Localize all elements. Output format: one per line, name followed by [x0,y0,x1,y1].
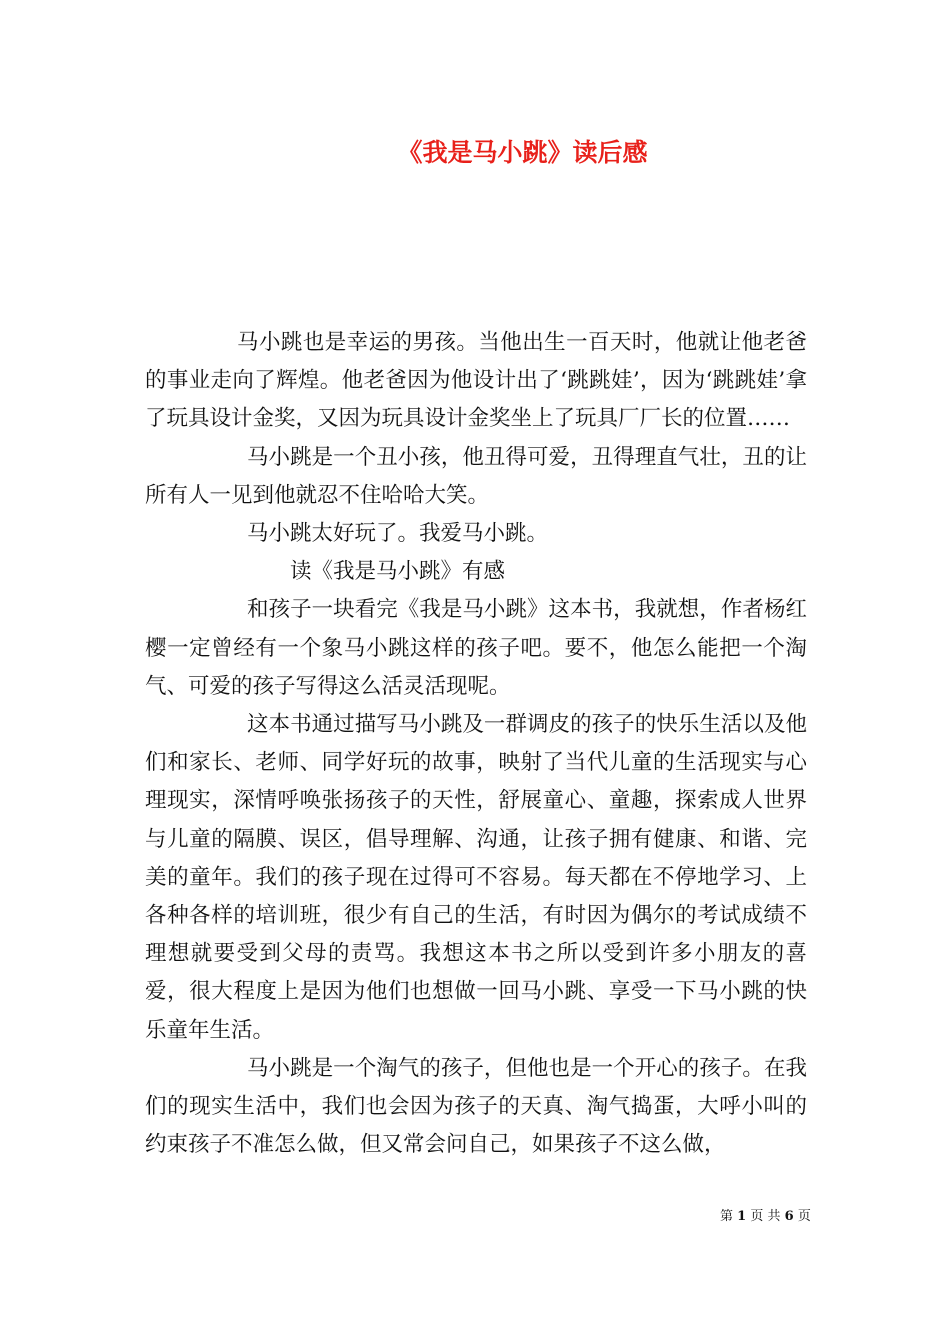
footer-total-pages: 6 [784,1209,794,1224]
paragraph: 和孩子一块看完《我是马小跳》这本书，我就想，作者杨红樱一定曾经有一个象马小跳这样的孩子吧。要不，他怎么能把一个淘气、可爱的孩子写得这么活灵活现呢。 [145,597,807,699]
document-title: 《我是马小跳》读后感 [397,138,648,167]
paragraph: 马小跳是一个丑小孩，他丑得可爱，丑得理直气壮，丑的让所有人一见到他就忍不住哈哈大笑。 [145,444,807,508]
document-body [145,324,807,1164]
section-heading: 读《我是马小跳》有感 [290,559,506,585]
footer-prefix: 第 [720,1209,734,1224]
footer-page-number: 1 [737,1209,747,1224]
footer-suffix: 页 [797,1209,811,1224]
paragraph: 马小跳是一个淘气的孩子，但他也是一个开心的孩子。在我们的现实生活中，我们也会因为孩子的天真、淘气捣蛋，大呼小叫的约束孩子不准怎么做，但又常会问自己，如果孩子不这么做， [145,1055,807,1158]
paragraph: 马小跳太好玩了。我爱马小跳。 [247,521,549,547]
page-footer [720,1205,811,1224]
paragraph: 这本书通过描写马小跳及一群调皮的孩子的快乐生活以及他们和家长、老师、同学好玩的故事，映射了当代儿童的生活现实与心理现实，深情呼唤张扬孩子的天性，舒展童心、童趣，探索成人世界与儿童的隔膜、误区，倡导理解、沟通，让孩子拥有健康、和谐、完美的童年。我们的孩子现在过得可不容易。每天都在不停地学习、上各种各样的培训班，很少有自己的生活，有时因为偶尔的考试成绩不理想就要受到父母的责骂。我想这本书之所以受到许多小朋友的喜爱，很大程度上是因为他们也想做一回马小跳、享受一下马小跳的快乐童年生活。 [145,712,807,1043]
footer-middle: 页 共 [750,1209,781,1224]
paragraph: 马小跳也是幸运的男孩。当他出生一百天时，他就让他老爸的事业走向了辉煌。他老爸因为他设计出了‘跳跳娃’，因为‘跳跳娃’拿了玩具设计金奖，又因为玩具设计金奖坐上了玩具厂厂长的位置…… [145,330,807,432]
